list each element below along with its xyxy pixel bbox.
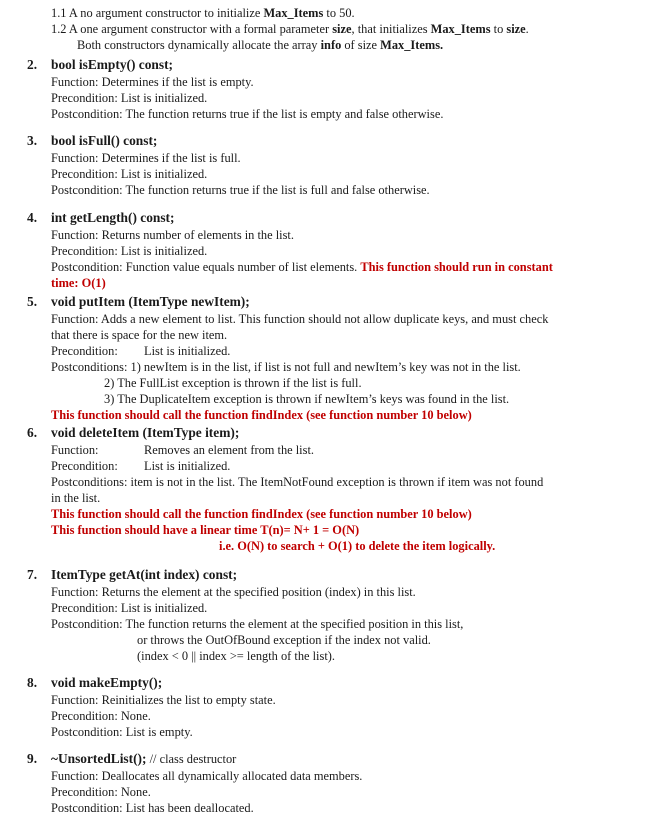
item-number: 5. xyxy=(27,294,38,309)
precondition xyxy=(51,344,231,360)
label: Precondition: xyxy=(51,459,118,473)
precondition: Precondition: List is initialized. xyxy=(51,244,208,258)
code-comment: // class destructor xyxy=(146,752,237,766)
max-items-term: Max_Items xyxy=(263,6,324,20)
constructor-line-1-1 xyxy=(51,6,355,22)
text: to xyxy=(490,22,507,36)
requirement-note: This function should call the function findIndex (see function number 10 below) xyxy=(51,408,472,422)
function-signature: void putItem (ItemType newItem); xyxy=(51,294,250,309)
function-signature xyxy=(51,751,236,768)
postcondition: Postcondition: List is empty. xyxy=(51,725,193,739)
text: . xyxy=(525,22,529,36)
precondition: Precondition: List is initialized. xyxy=(51,601,208,615)
size-term: size xyxy=(506,22,526,36)
function-desc: Function: Returns the element at the specified position (index) in this list. xyxy=(51,585,416,599)
postcondition: Postcondition: The function returns true if the list is empty and false otherwise. xyxy=(51,107,444,121)
postcondition-3: 3) The DuplicateItem exception is thrown if newItem’s keys was found in the list. xyxy=(104,392,510,406)
max-items-term: Max_Items xyxy=(430,22,491,36)
max-items-term: Max_Items. xyxy=(380,38,444,52)
precondition: Precondition: None. xyxy=(51,785,151,799)
text: , that initializes xyxy=(351,22,431,36)
item-number: 8. xyxy=(27,675,38,690)
signature: ~UnsortedList(); xyxy=(51,751,147,766)
complexity-note: This function should run in constant xyxy=(360,260,553,274)
function-desc xyxy=(51,443,314,459)
complexity-note: time: O(1) xyxy=(51,276,106,290)
text: Postcondition: Function value equals number of list elements. xyxy=(51,260,361,274)
function-desc: Function: Returns number of elements in the list. xyxy=(51,228,294,242)
function-signature: int getLength() const; xyxy=(51,210,175,225)
value: Removes an element from the list. xyxy=(144,443,314,457)
postcondition: Postcondition: The function returns the element at the specified position in this list, xyxy=(51,617,464,631)
postcondition: Postconditions: item is not in the list. The ItemNotFound exception is thrown if item was not found xyxy=(51,475,544,489)
precondition: Precondition: None. xyxy=(51,709,151,723)
text: Both constructors dynamically allocate the array xyxy=(77,38,321,52)
requirement-note: This function should call the function findIndex (see function number 10 below) xyxy=(51,507,472,521)
function-signature: void makeEmpty(); xyxy=(51,675,163,690)
item-number: 4. xyxy=(27,210,38,225)
postcondition xyxy=(51,260,553,276)
item-number: 9. xyxy=(27,751,38,766)
label: Function: xyxy=(51,443,99,457)
function-desc-cont: that there is space for the new item. xyxy=(51,328,228,342)
postcondition-2: 2) The FullList exception is thrown if the list is full. xyxy=(104,376,362,390)
precondition: Precondition: List is initialized. xyxy=(51,167,208,181)
item-number: 6. xyxy=(27,425,38,440)
text: of size xyxy=(341,38,381,52)
text: 1.1 A no argument constructor to initialize xyxy=(51,6,264,20)
function-desc: Function: Determines if the list is empty. xyxy=(51,75,254,89)
constructor-line-1-2 xyxy=(51,22,529,38)
function-signature: bool isFull() const; xyxy=(51,133,158,148)
constructor-note xyxy=(77,38,443,54)
label: Precondition: xyxy=(51,344,118,358)
function-desc: Function: Deallocates all dynamically allocated data members. xyxy=(51,769,363,783)
function-desc: Function: Adds a new element to list. This function should not allow duplicate keys, and must check xyxy=(51,312,549,326)
value: List is initialized. xyxy=(144,459,231,473)
precondition xyxy=(51,459,231,475)
postcondition-cont: (index < 0 || index >= length of the list). xyxy=(137,649,335,663)
function-signature: ItemType getAt(int index) const; xyxy=(51,567,238,582)
function-signature: void deleteItem (ItemType item); xyxy=(51,425,240,440)
postcondition-cont: in the list. xyxy=(51,491,101,505)
function-desc: Function: Determines if the list is full. xyxy=(51,151,241,165)
item-number: 3. xyxy=(27,133,38,148)
function-signature: bool isEmpty() const; xyxy=(51,57,174,72)
complexity-note: This function should have a linear time T(n)= N+ 1 = O(N) xyxy=(51,523,360,537)
postcondition: Postconditions: 1) newItem is in the list, if list is not full and newItem’s key was not in the list. xyxy=(51,360,521,374)
text: 1.2 A one argument constructor with a formal parameter xyxy=(51,22,333,36)
postcondition-cont: or throws the OutOfBound exception if the index not valid. xyxy=(137,633,431,647)
value: List is initialized. xyxy=(144,344,231,358)
function-desc: Function: Reinitializes the list to empty state. xyxy=(51,693,276,707)
postcondition: Postcondition: List has been deallocated. xyxy=(51,801,254,815)
postcondition: Postcondition: The function returns true if the list is full and false otherwise. xyxy=(51,183,430,197)
text: to 50. xyxy=(323,6,355,20)
info-term: info xyxy=(320,38,342,52)
precondition: Precondition: List is initialized. xyxy=(51,91,208,105)
item-number: 2. xyxy=(27,57,38,72)
size-term: size xyxy=(332,22,352,36)
item-number: 7. xyxy=(27,567,38,582)
complexity-note-detail: i.e. O(N) to search + O(1) to delete the item logically. xyxy=(219,539,496,553)
